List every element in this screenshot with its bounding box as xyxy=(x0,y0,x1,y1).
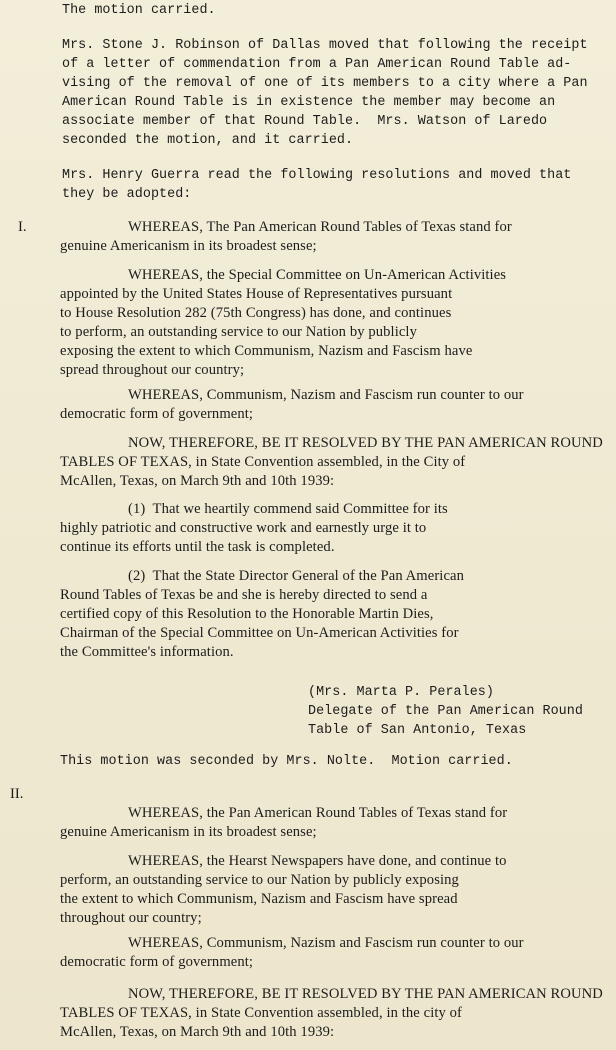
resolution-line: WHEREAS, Communism, Nazism and Fascism run counter to our xyxy=(128,935,524,951)
resolution-line: Round Tables of Texas be and she is hereby directed to send a xyxy=(60,587,428,603)
resolution-line: McAllen, Texas, on March 9th and 10th 1939: xyxy=(60,1024,335,1040)
resolution-line: highly patriotic and constructive work and earnestly urge it to xyxy=(60,520,427,536)
resolution-line: NOW, THEREFORE, BE IT RESOLVED BY THE PAN AMERICAN ROUND xyxy=(128,435,603,451)
resolution-line: democratic form of government; xyxy=(60,406,254,422)
resolution-line: exposing the extent to which Communism, Nazism and Fascism have xyxy=(60,343,473,359)
paragraph-line: Mrs. Henry Guerra read the following resolutions and moved that xyxy=(62,168,572,183)
resolution-line: NOW, THEREFORE, BE IT RESOLVED BY THE PAN AMERICAN ROUND xyxy=(128,986,603,1002)
seconded-line: This motion was seconded by Mrs. Nolte. Motion carried. xyxy=(60,754,513,769)
resolution-line: (1) That we heartily commend said Committee for its xyxy=(128,501,448,517)
resolution-line: perform, an outstanding service to our Nation by publicly exposing xyxy=(60,872,459,888)
paragraph-line: they be adopted: xyxy=(62,187,192,202)
paragraph-line: seconded the motion, and it carried. xyxy=(62,133,354,148)
resolution-line: the Committee's information. xyxy=(60,644,234,660)
resolution-line: Chairman of the Special Committee on Un-American Activities for xyxy=(60,625,459,641)
resolution-line: WHEREAS, Communism, Nazism and Fascism run counter to our xyxy=(128,387,524,403)
resolution-line: certified copy of this Resolution to the Honorable Martin Dies, xyxy=(60,606,434,622)
paragraph-line: associate member of that Round Table. Mrs. Watson of Laredo xyxy=(62,114,548,129)
resolution-line: WHEREAS, the Pan American Round Tables of Texas stand for xyxy=(128,805,508,821)
paragraph-line: of a letter of commendation from a Pan American Round Table ad- xyxy=(62,57,572,72)
paragraph-line: Mrs. Stone J. Robinson of Dallas moved that following the receipt xyxy=(62,38,588,53)
signature-name: (Mrs. Marta P. Perales) xyxy=(308,685,494,700)
paragraph-line: American Round Table is in existence the member may become an xyxy=(62,95,556,110)
resolution-line: spread throughout our country; xyxy=(60,362,245,378)
resolution-line: WHEREAS, the Hearst Newspapers have done, and continue to xyxy=(128,853,507,869)
resolution-line: WHEREAS, the Special Committee on Un-American Activities xyxy=(128,267,507,283)
signature-title: Delegate of the Pan American Round xyxy=(308,704,583,719)
resolution-line: appointed by the United States House of Representatives pursuant xyxy=(60,286,453,302)
paragraph-line: vising of the removal of one of its members to a city where a Pan xyxy=(62,76,588,91)
motion-carried-line: The motion carried. xyxy=(62,3,216,18)
resolution-line: throughout our country; xyxy=(60,910,202,926)
resolution-line: democratic form of government; xyxy=(60,954,254,970)
resolution-line: the extent to which Communism, Nazism and Fascism have spread xyxy=(60,891,458,907)
resolution-line: McAllen, Texas, on March 9th and 10th 1939: xyxy=(60,473,335,489)
resolution-line: WHEREAS, The Pan American Round Tables of Texas stand for xyxy=(128,219,512,235)
resolution-line: to perform, an outstanding service to our Nation by publicly xyxy=(60,324,417,340)
resolution-numeral: I. xyxy=(18,219,27,235)
resolution-line: TABLES OF TEXAS, in State Convention assembled, in the City of xyxy=(60,454,466,470)
resolution-line: TABLES OF TEXAS, in State Convention assembled, in the city of xyxy=(60,1005,463,1021)
resolution-line: genuine Americanism in its broadest sense; xyxy=(60,238,317,254)
resolution-line: genuine Americanism in its broadest sense; xyxy=(60,824,317,840)
resolution-line: to House Resolution 282 (75th Congress) has done, and continues xyxy=(60,305,452,321)
resolution-line: continue its efforts until the task is completed. xyxy=(60,539,335,555)
resolution-numeral: II. xyxy=(10,786,24,802)
signature-title: Table of San Antonio, Texas xyxy=(308,723,527,738)
resolution-line: (2) That the State Director General of the Pan American xyxy=(128,568,464,584)
